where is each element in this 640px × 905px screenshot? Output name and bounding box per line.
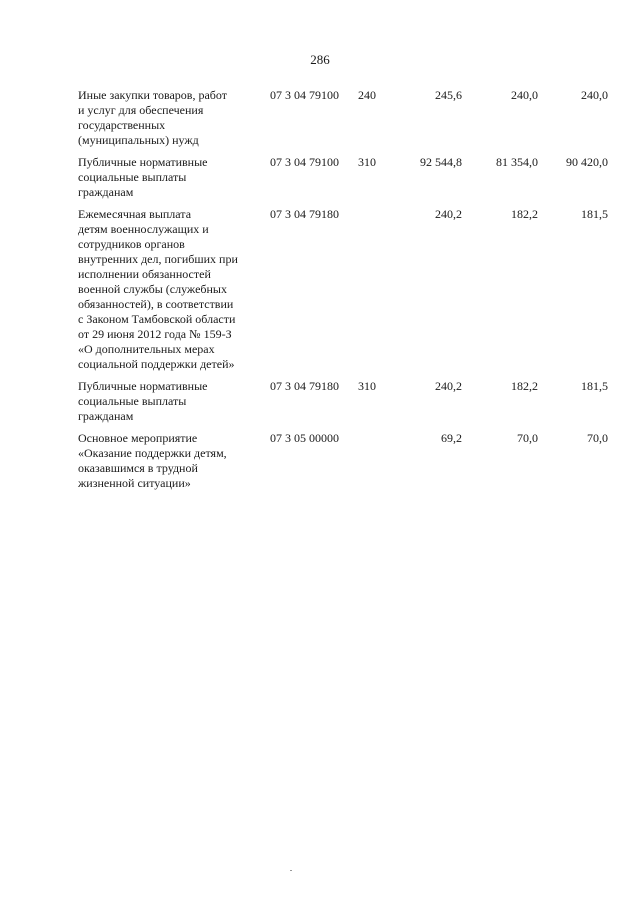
row-value-1: 240,2 bbox=[435, 379, 462, 393]
table-row bbox=[78, 431, 608, 491]
table-row bbox=[78, 155, 608, 200]
table-row bbox=[78, 207, 608, 372]
row-value-2: 240,0 bbox=[511, 88, 538, 102]
row-value-1: 92 544,8 bbox=[420, 155, 462, 169]
row-value-2: 70,0 bbox=[517, 431, 538, 445]
row-code: 07 3 04 79180 bbox=[270, 379, 339, 393]
row-expense-type: 240 bbox=[358, 88, 376, 102]
row-value-3: 181,5 bbox=[581, 207, 608, 221]
row-name: Ежемесячная выплата детям военнослужащих и сотрудников органов внутренних дел, погибших при исполнении обязанностей военной службы (служебных обязанностей), в соответствии с Законом Тамбовской области от 29 июня 2012 года № 159-З «О дополнительных мерах социальной поддержки детей» bbox=[78, 207, 238, 371]
footer-mark bbox=[290, 870, 292, 871]
row-code: 07 3 05 00000 bbox=[270, 431, 339, 445]
table-row bbox=[78, 88, 608, 148]
row-value-1: 240,2 bbox=[435, 207, 462, 221]
row-code: 07 3 04 79180 bbox=[270, 207, 339, 221]
row-code: 07 3 04 79100 bbox=[270, 88, 339, 102]
table-row bbox=[78, 379, 608, 424]
row-name: Публичные нормативные социальные выплаты гражданам bbox=[78, 379, 208, 423]
row-expense-type: 310 bbox=[358, 155, 376, 169]
budget-table bbox=[78, 88, 608, 498]
row-name: Основное мероприятие «Оказание поддержки детям, оказавшимся в трудной жизненной ситуации» bbox=[78, 431, 227, 490]
row-value-2: 182,2 bbox=[511, 207, 538, 221]
row-value-1: 245,6 bbox=[435, 88, 462, 102]
row-expense-type: 310 bbox=[358, 379, 376, 393]
row-value-2: 182,2 bbox=[511, 379, 538, 393]
row-value-3: 90 420,0 bbox=[566, 155, 608, 169]
row-name: Иные закупки товаров, работ и услуг для обеспечения государственных (муниципальных) нужд bbox=[78, 88, 227, 147]
row-value-3: 70,0 bbox=[587, 431, 608, 445]
row-value-2: 81 354,0 bbox=[496, 155, 538, 169]
row-code: 07 3 04 79100 bbox=[270, 155, 339, 169]
page-number: 286 bbox=[310, 52, 330, 67]
row-name: Публичные нормативные социальные выплаты гражданам bbox=[78, 155, 208, 199]
row-value-3: 240,0 bbox=[581, 88, 608, 102]
row-value-1: 69,2 bbox=[441, 431, 462, 445]
row-value-3: 181,5 bbox=[581, 379, 608, 393]
